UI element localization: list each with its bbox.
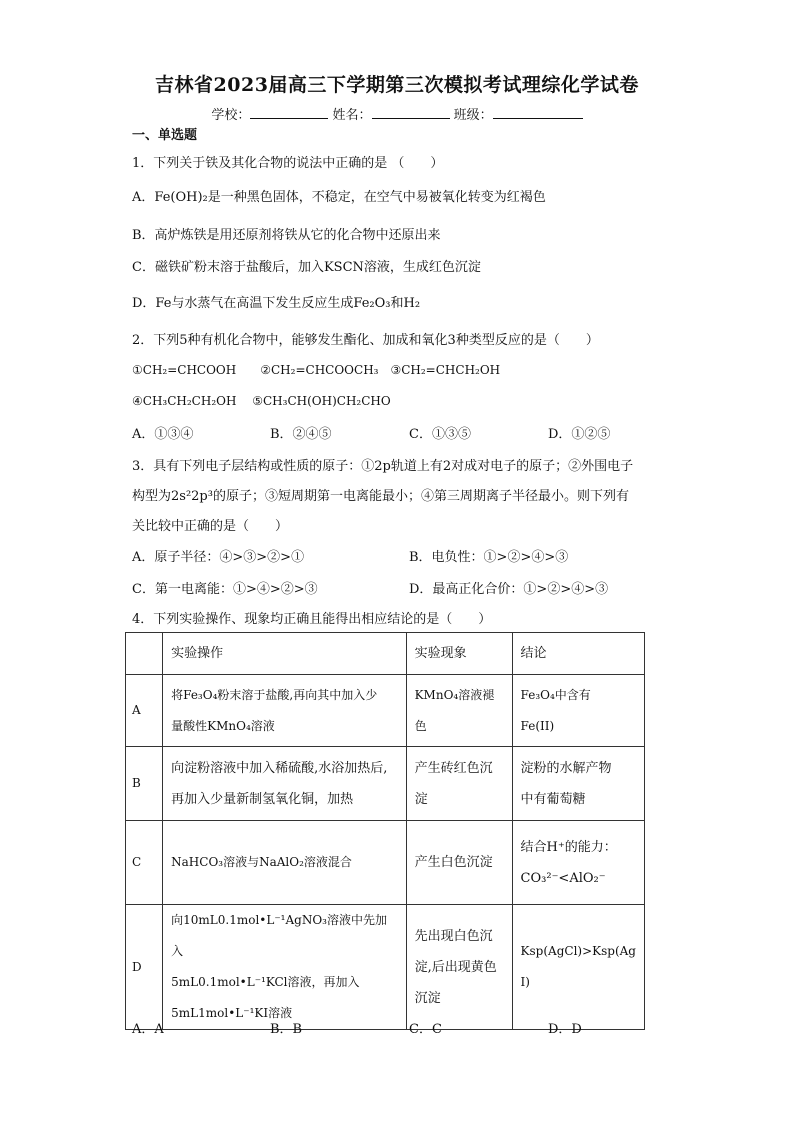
cell-line: 向淀粉溶液中加入稀硫酸,水浴加热后, [171,760,388,776]
q2-stem: 2．下列5种有机化合物中，能够发生酯化、加成和氧化3种类型反应的是（ ） [132,333,599,348]
phenomenon-cell [406,747,512,821]
cell-line: NaHCO₃溶液与NaAlO₂溶液混合 [171,855,352,869]
cell-line: Fe₃O₄中含有 [520,687,591,702]
q1-option-d: D．Fe与水蒸气在高温下发生反应生成Fe₂O₃和H₂ [132,296,421,311]
school-blank[interactable] [250,105,328,119]
cell-line: 中有葡萄糖 [520,791,586,807]
cell-line: 淀,后出现黄色 [414,959,497,975]
operation-cell [163,905,406,1030]
phenomenon-cell [406,905,512,1030]
row-label: C [126,821,163,905]
q4-stem: 4．下列实验操作、现象均正确且能得出相应结论的是（ ） [132,612,492,627]
row-label: D [126,905,163,1030]
q2-option-a: A．①③④ [132,427,194,442]
table-row [126,905,645,1030]
student-info-line [0,104,794,123]
phenomenon-cell [406,675,512,747]
name-label: 姓名： [332,108,372,123]
conclusion-cell [512,905,644,1030]
page-title: 吉林省2023届高三下学期第三次模拟考试理综化学试卷 [155,74,639,96]
q3-line2: 构型为2s²2p³的原子；③短周期第一电离能最小；④第三周期离子半径最小。则下列有 [132,489,629,504]
name-blank[interactable] [372,105,450,119]
q4-option-b: B．B [270,1022,303,1037]
q4-experiment-table [125,632,645,1030]
conclusion-cell [512,821,644,905]
q3-option-c: C．第一电离能：①>④>②>③ [132,582,318,597]
table-header-cell [126,633,163,675]
table-header-row [126,633,645,675]
cell-line: 淀 [414,791,428,807]
cell-line: 将Fe₃O₄粉末溶于盐酸,再向其中加入少 [171,687,378,702]
operation-cell [163,821,406,905]
table-header-cell: 实验操作 [163,633,406,675]
q3-line1: 3．具有下列电子层结构或性质的原子：①2p轨道上有2对成对电子的原子；②外围电子 [132,459,634,474]
q2-option-d: D．①②⑤ [548,427,611,442]
q3-option-a: A．原子半径：④>③>②>① [132,550,305,565]
cell-line: 再加入少量新制氢氧化铜，加热 [171,791,354,807]
q1-stem: 1．下列关于铁及其化合物的说法中正确的是 （ ） [132,156,444,171]
table-row [126,821,645,905]
q3-option-d: D．最高正化合价：①>②>④>③ [409,582,609,597]
cell-line: I) [520,975,530,989]
conclusion-cell [512,747,644,821]
cell-line: 先出现白色沉 [414,928,493,944]
cell-line: 产生砖红色沉 [414,760,493,776]
table-header-cell: 结论 [512,633,644,675]
q4-option-a: A．A [132,1022,164,1037]
class-blank[interactable] [493,105,583,119]
class-label: 班级： [453,108,493,123]
conclusion-cell [512,675,644,747]
operation-cell [163,675,406,747]
school-label: 学校： [211,108,251,123]
cell-line: KMnO₄溶液褪色 [414,687,495,733]
cell-line: 结合H⁺的能力： [520,839,617,855]
row-label: A [126,675,163,747]
q1-option-a: A．Fe(OH)₂是一种黑色固体，不稳定，在空气中易被氧化转变为红褐色 [132,190,546,205]
q3-option-b: B．电负性：①>②>④>③ [409,550,569,565]
q2-items-row2: ④CH₃CH₂CH₂OH ⑤CH₃CH(OH)CH₂CHO [132,394,391,408]
cell-line: 淀粉的水解产物 [520,760,612,776]
q3-line3: 关比较中正确的是（ ） [132,519,289,534]
q1-option-c: C．磁铁矿粉末溶于盐酸后，加入KSCN溶液，生成红色沉淀 [132,260,481,275]
section-title: 一、单选题 [132,128,198,143]
cell-line: 5mL0.1mol•L⁻¹KCl溶液，再加入 [171,975,360,989]
q2-items-row1: ①CH₂=CHCOOH ②CH₂=CHCOOCH₃ ③CH₂=CHCH₂OH [132,363,501,377]
cell-line: Ksp(AgCl)>Ksp(Ag [520,944,636,958]
table-header-cell: 实验现象 [406,633,512,675]
cell-line: 5mL1mol•L⁻¹KI溶液 [171,1006,293,1020]
q1-option-b: B．高炉炼铁是用还原剂将铁从它的化合物中还原出来 [132,228,441,243]
row-label: B [126,747,163,821]
q2-option-b: B．②④⑤ [270,427,332,442]
cell-line: CO₃²⁻<AlO₂⁻ [520,870,606,886]
cell-line: 向10mL0.1mol•L⁻¹AgNO₃溶液中先加入 [171,913,387,958]
table-row [126,675,645,747]
table-row [126,747,645,821]
cell-line: Fe(II) [520,718,555,733]
cell-line: 沉淀 [414,990,441,1006]
phenomenon-cell [406,821,512,905]
q2-option-c: C．①③⑤ [409,427,471,442]
q4-option-c: C．C [409,1022,442,1037]
q4-option-d: D．D [548,1022,582,1037]
cell-line: 产生白色沉淀 [414,855,493,870]
cell-line: 量酸性KMnO₄溶液 [171,718,275,733]
operation-cell [163,747,406,821]
